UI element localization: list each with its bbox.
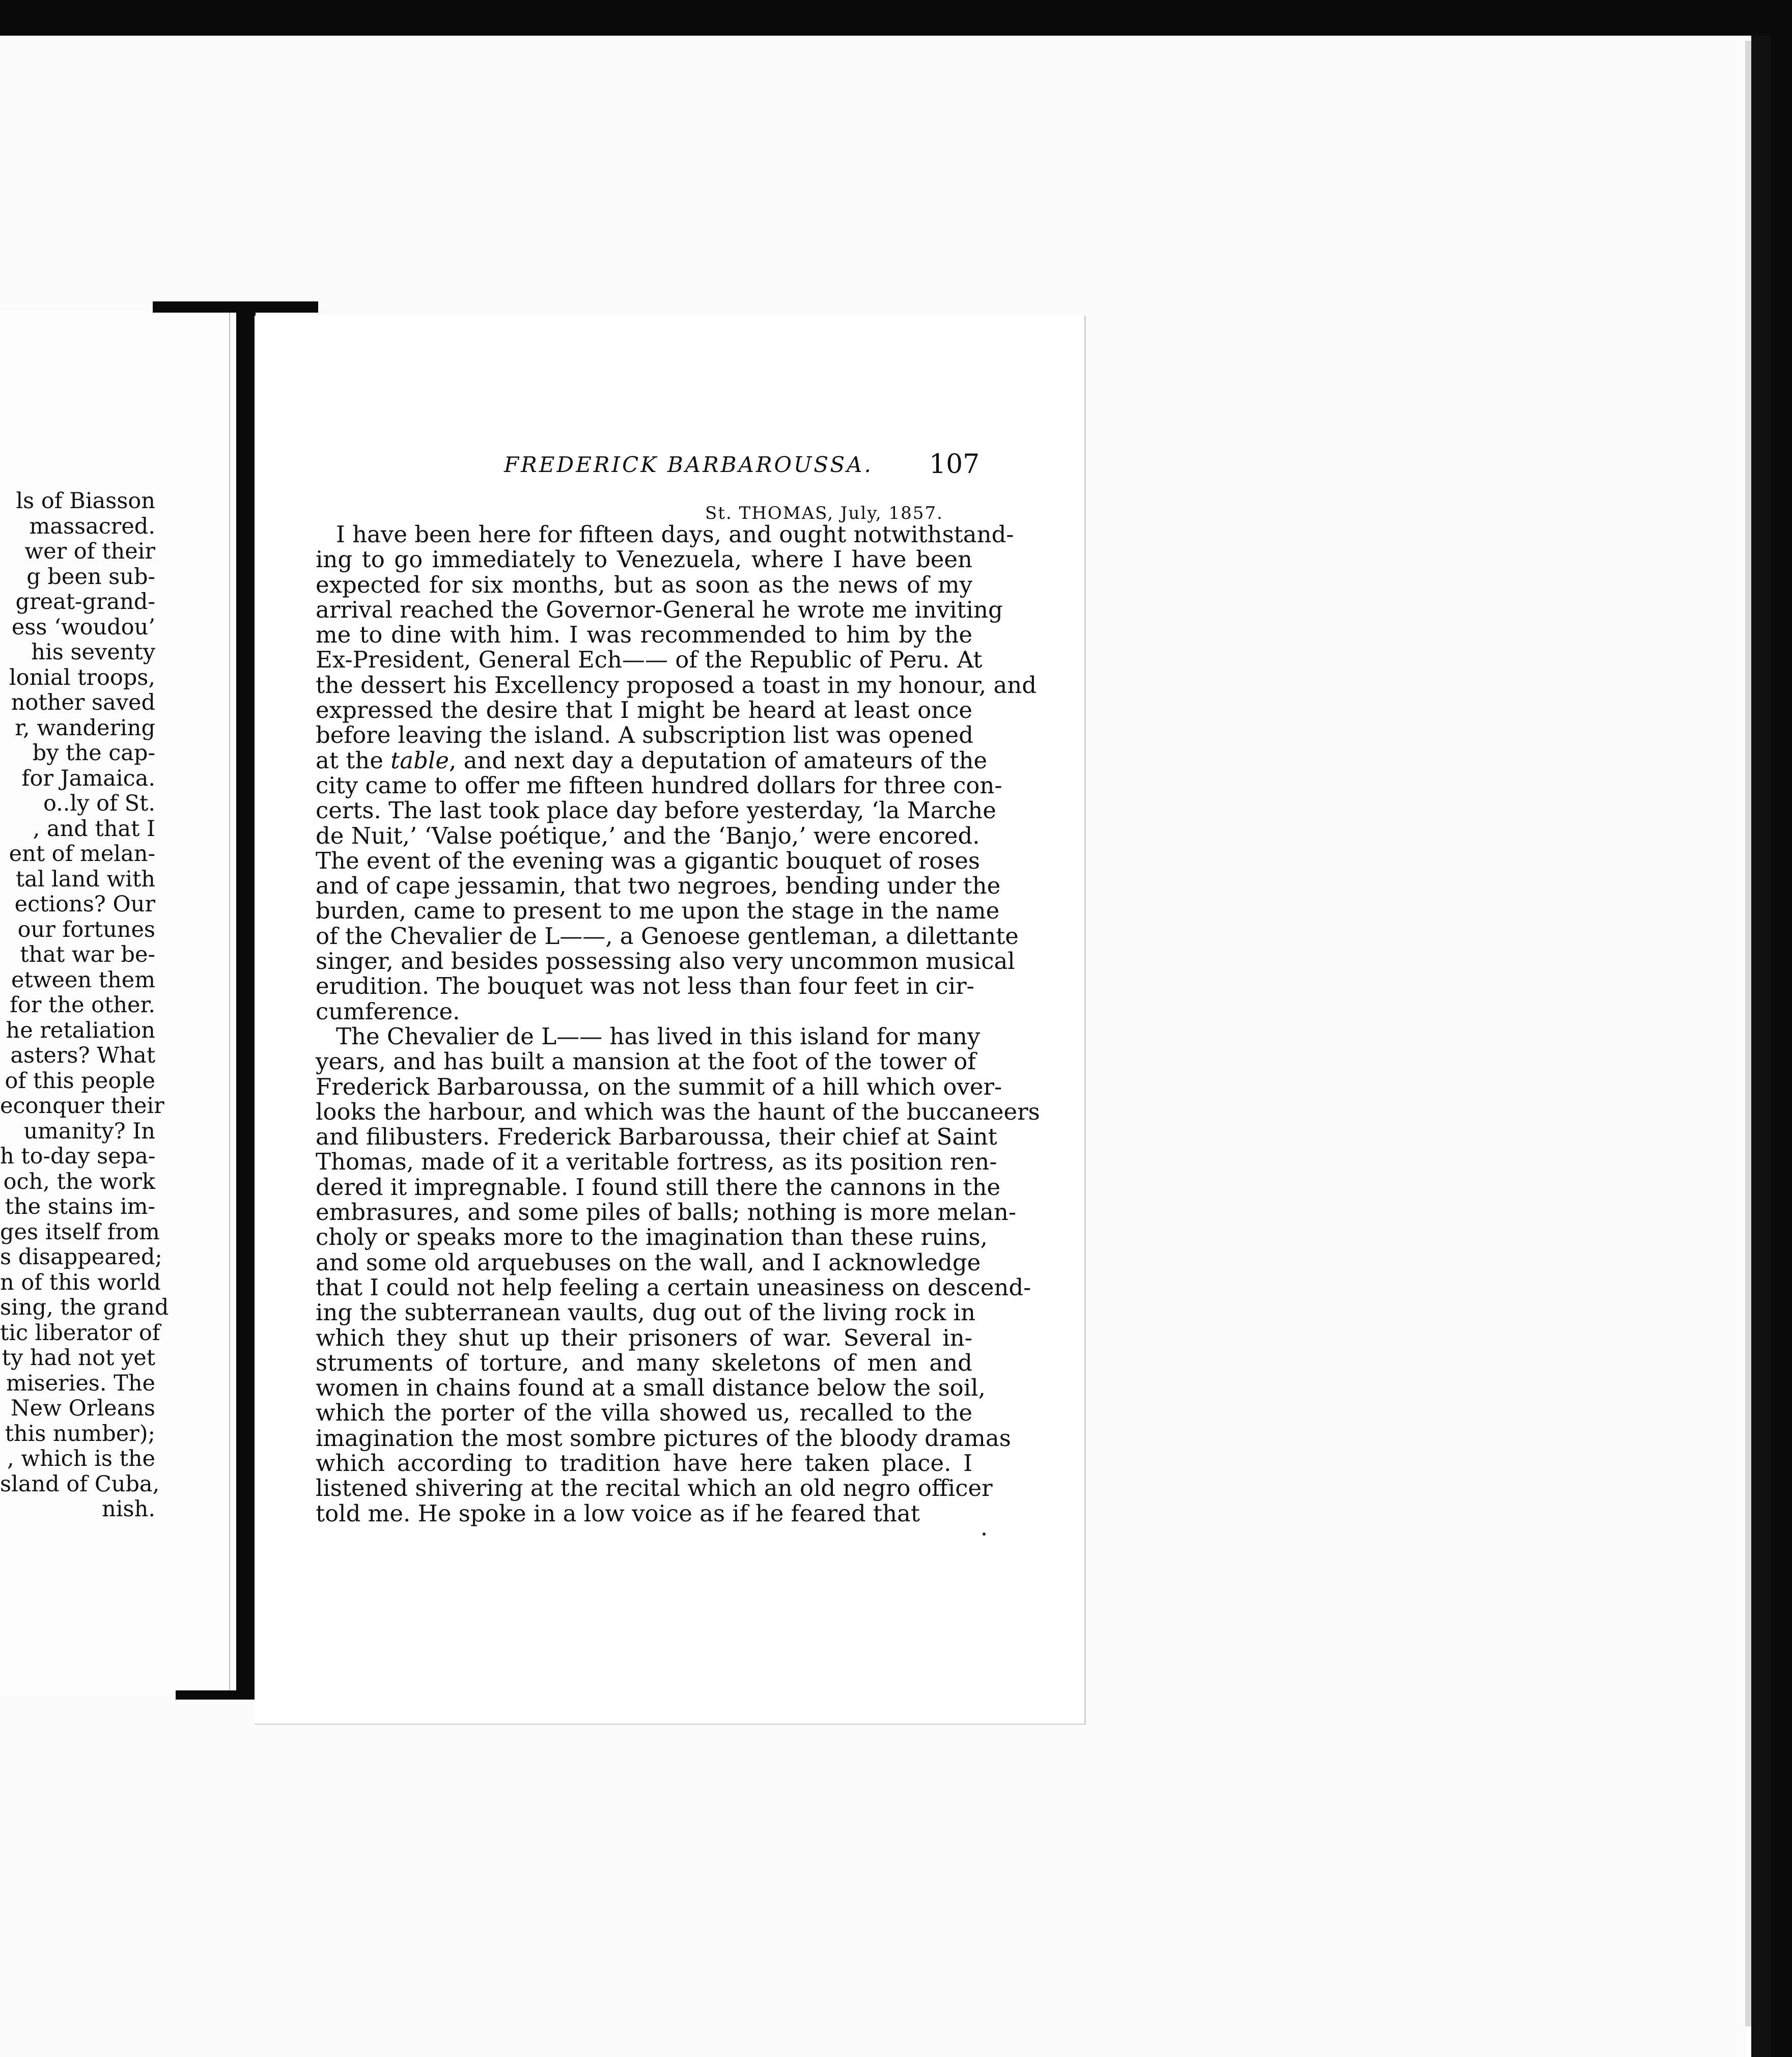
text-line: arrival reached the Governor-General he wrote me inviting — [316, 596, 1003, 623]
text-line: listened shivering at the recital which an old negro officer — [316, 1475, 993, 1502]
previous-page-line: for Jamaica. — [21, 765, 155, 791]
gutter-shadow — [236, 305, 256, 1698]
emphasis: table — [390, 746, 449, 774]
text-line: I have been here for fifteen days, and ought notwithstand- — [336, 521, 1014, 548]
text-line: choly or speaks more to the imagination than these ruins, — [316, 1224, 988, 1251]
running-title: FREDERICK BARBAROUSSA. — [504, 452, 873, 477]
previous-page-line: of this people — [5, 1068, 155, 1094]
text-line: cumference. — [316, 997, 460, 1025]
text-line: before leaving the island. A subscription list was opened — [316, 721, 973, 749]
text-line: expressed the desire that I might be heard at least once — [316, 697, 972, 724]
dateline: St. THOMAS, July, 1857. — [705, 503, 943, 523]
previous-page-line: ent of melan- — [9, 841, 155, 867]
text-line: and some old arquebuses on the wall, and I acknowledge — [316, 1248, 981, 1276]
text-line: city came to offer me fifteen hundred dollars for three con- — [316, 771, 1002, 799]
text-line: Ex-President, General Ech—— of the Republic of Peru. At — [316, 646, 983, 674]
page-number: 107 — [929, 449, 980, 480]
previous-page-line: his seventy — [31, 640, 155, 665]
previous-page-line: ess ‘woudou’ — [11, 614, 155, 640]
previous-page-line: miseries. The — [6, 1370, 155, 1396]
gutter-shadow-top — [153, 301, 318, 313]
film-frame-right-edge — [1751, 36, 1771, 2057]
text-line: expected for six months, but as soon as the news of my — [316, 571, 972, 598]
previous-page — [0, 311, 230, 1695]
previous-page-line: etween them — [11, 967, 155, 993]
text-line: the dessert his Excellency proposed a toast in my honour, and — [316, 671, 1037, 699]
previous-page-line: massacred. — [29, 513, 155, 539]
previous-page-line: och, the work — [3, 1169, 155, 1194]
previous-page-text — [0, 488, 169, 1522]
previous-page-line: this number); — [5, 1421, 155, 1447]
text-line: me to dine with him. I was recommended to him by the — [316, 621, 972, 649]
previous-page-line: s disappeared; — [0, 1244, 162, 1270]
previous-page-line: lonial troops, — [9, 664, 155, 690]
previous-page-line: the stains im- — [5, 1194, 155, 1219]
previous-page-line: that war be- — [20, 942, 155, 967]
text-line: ing to go immediately to Venezuela, where I have been — [316, 546, 972, 573]
film-frame-inner-edge — [1745, 41, 1751, 2026]
previous-page-line: asters? What — [10, 1043, 155, 1068]
previous-page-line: , and that I — [33, 816, 155, 842]
previous-page-line: nother saved — [11, 690, 155, 715]
previous-page-line: he retaliation — [6, 1017, 155, 1043]
previous-page-line: n of this world — [0, 1269, 161, 1295]
text-line: de Nuit,’ ‘Valse poétique,’ and the ‘Banjo,’ were encored. — [316, 822, 980, 849]
book-page — [255, 316, 1086, 1725]
previous-page-line: nish. — [102, 1496, 155, 1522]
previous-page-line: ges itself from — [0, 1219, 160, 1245]
previous-page-line: econquer their — [0, 1093, 164, 1119]
previous-page-line: o..ly of St. — [43, 791, 155, 816]
previous-page-line: for the other. — [10, 992, 155, 1018]
previous-page-line: ty had not yet — [2, 1345, 155, 1371]
text-line: and of cape jessamin, that two negroes, bending under the — [316, 872, 1001, 900]
text-line: The Chevalier de L—— has lived in this island for many — [336, 1022, 981, 1050]
text-line: at the table, and next day a deputation of amateurs of the — [316, 746, 988, 774]
previous-page-line: our fortunes — [17, 916, 155, 942]
text-line: embrasures, and some piles of balls; nothing is more melan- — [316, 1199, 1017, 1226]
text-line: burden, came to present to me upon the stage in the name — [316, 897, 1000, 925]
text-line: Frederick Barbaroussa, on the summit of a hill which over- — [316, 1073, 1002, 1100]
previous-page-line: h to-day sepa- — [0, 1144, 156, 1169]
previous-page-line: ections? Our — [14, 892, 155, 917]
previous-page-line: great-grand- — [15, 589, 155, 615]
previous-page-line: sing, the grand — [0, 1295, 169, 1320]
text-line: Thomas, made of it a veritable fortress, as its position ren- — [316, 1148, 997, 1176]
text-line: told me. He spoke in a low voice as if he feared that — [316, 1499, 920, 1527]
text-line: which according to tradition have here taken place. I — [316, 1449, 972, 1477]
previous-page-line: , which is the — [7, 1446, 155, 1471]
previous-page-line: r, wandering — [15, 715, 155, 741]
film-frame-top — [0, 0, 1792, 36]
previous-page-line: New Orleans — [11, 1396, 155, 1421]
previous-page-line: tal land with — [15, 866, 155, 892]
film-frame-right — [1771, 0, 1792, 2057]
text-line: erudition. The bouquet was not less than four feet in cir- — [316, 972, 974, 1000]
text-line: and filibusters. Frederick Barbaroussa, their chief at Saint — [316, 1123, 997, 1151]
text-line: struments of torture, and many skeletons of men and — [316, 1349, 972, 1376]
previous-page-line: umanity? In — [23, 1118, 155, 1144]
text-line: looks the harbour, and which was the haunt of the buccaneers — [316, 1098, 1040, 1125]
text-line: of the Chevalier de L——, a Genoese gentleman, a dilettante — [316, 922, 1019, 950]
text-line: which the porter of the villa showed us, recalled to the — [316, 1399, 972, 1427]
text-line: certs. The last took place day before yesterday, ‘la Marche — [316, 797, 996, 824]
previous-page-line: g been sub- — [26, 564, 155, 590]
text-line: years, and has built a mansion at the foot of the tower of — [316, 1048, 976, 1075]
text-line: which they shut up their prisoners of war. Several in- — [316, 1324, 972, 1351]
text-line: singer, and besides possessing also very uncommon musical — [316, 948, 1015, 975]
body-text — [316, 521, 1040, 1527]
film-speck — [983, 1533, 986, 1536]
text-line: The event of the evening was a gigantic bouquet of roses — [316, 847, 981, 874]
text-line: women in chains found at a small distance below the soil, — [316, 1374, 986, 1402]
previous-page-line: wer of their — [24, 539, 155, 564]
previous-page-line: by the cap- — [32, 740, 155, 766]
text-line: ing the subterranean vaults, dug out of the living rock in — [316, 1299, 975, 1326]
previous-page-line: tic liberator of — [0, 1320, 160, 1346]
text-line: that I could not help feeling a certain uneasiness on descend- — [316, 1273, 1031, 1301]
previous-page-line: ls of Biasson — [16, 488, 155, 514]
text-line: imagination the most sombre pictures of the bloody dramas — [316, 1424, 1011, 1452]
text-line: dered it impregnable. I found still there the cannons in the — [316, 1173, 1001, 1201]
previous-page-line: sland of Cuba, — [0, 1471, 160, 1497]
